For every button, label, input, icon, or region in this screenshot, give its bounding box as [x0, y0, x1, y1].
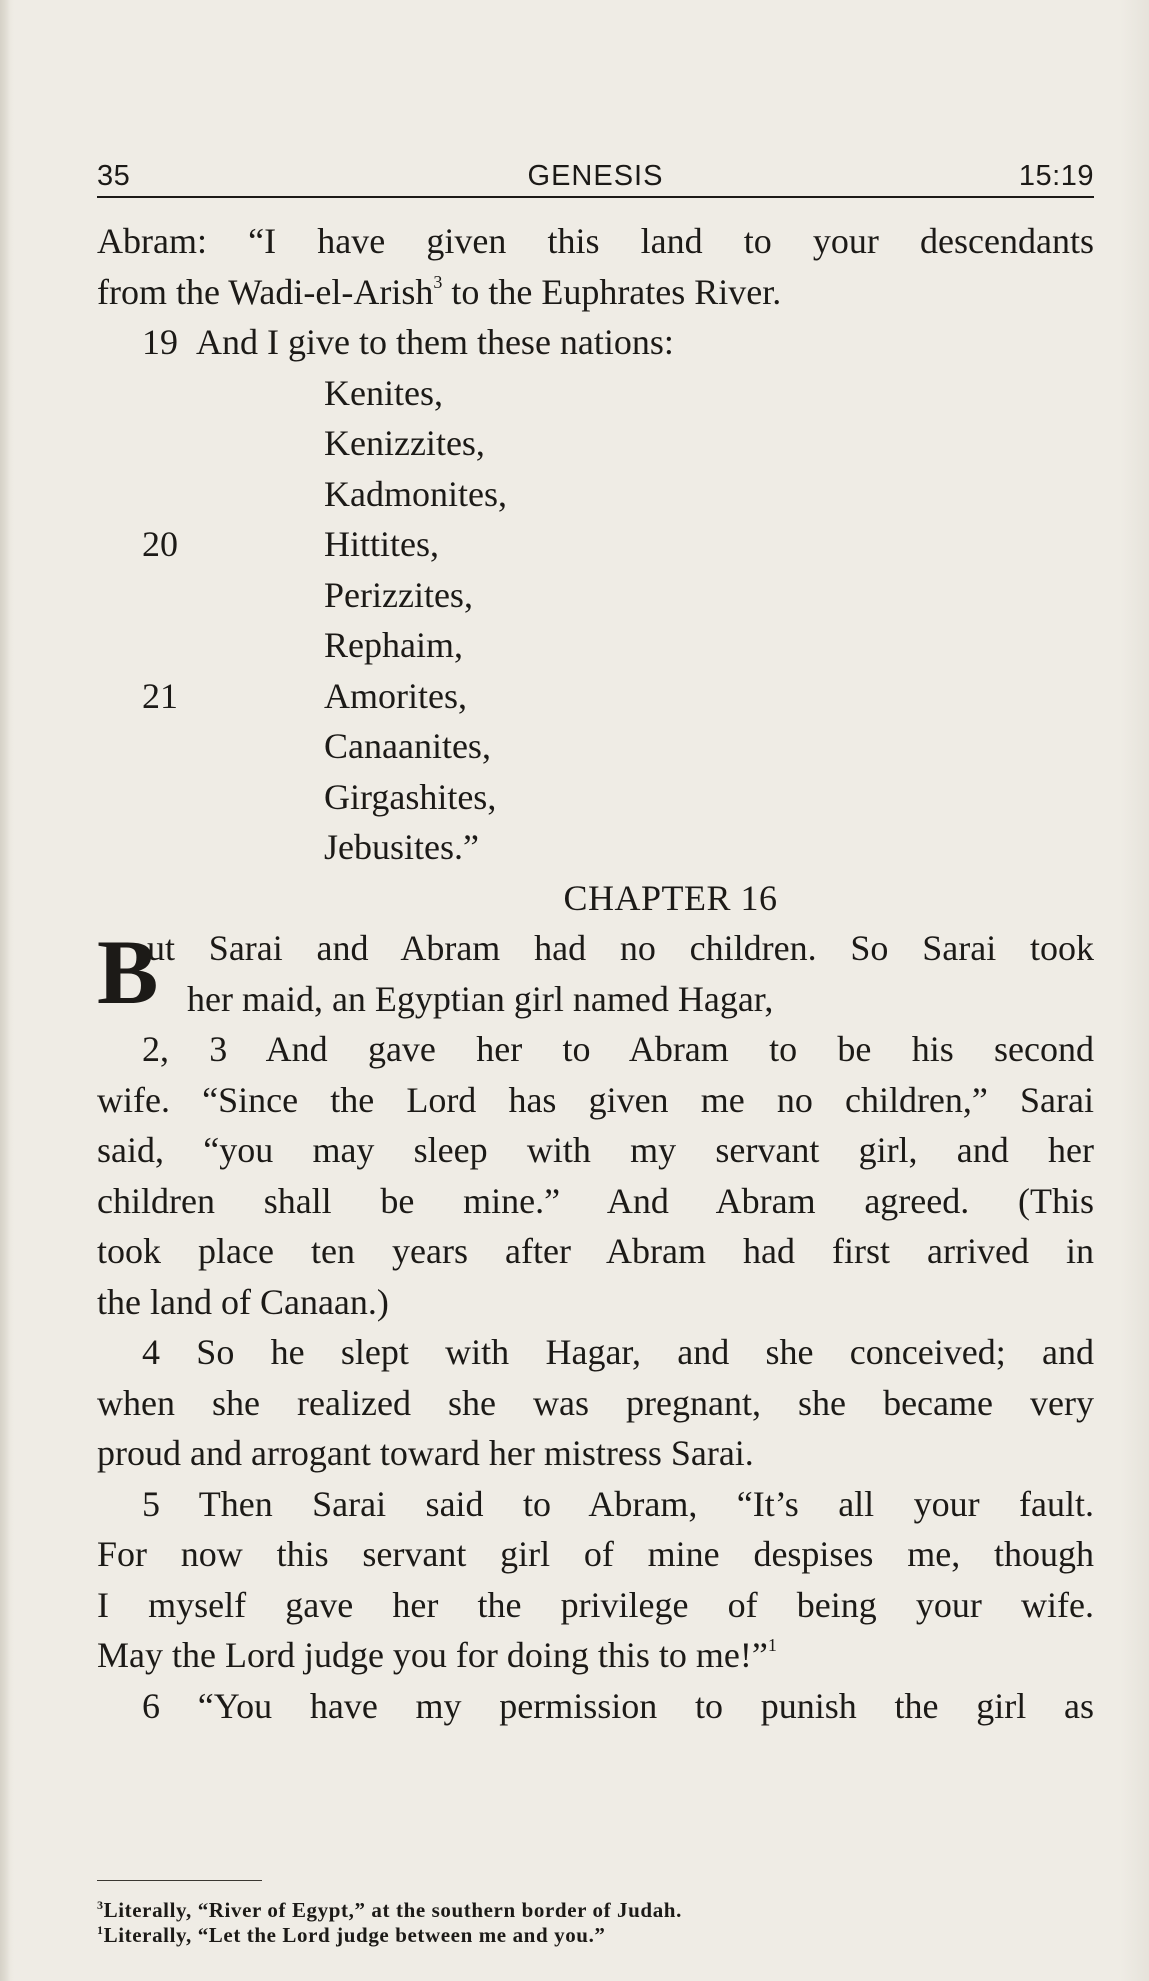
text-line: I myself gave her the privilege of being your wife.	[97, 1584, 1094, 1625]
text-line: proud and arrogant toward her mistress Sarai.	[97, 1433, 754, 1473]
scripture-text	[97, 216, 1094, 1731]
text-line: For now this servant girl of mine despises me, though	[97, 1534, 1094, 1574]
verse-number: 19	[142, 322, 178, 362]
chapter-verse-reference: 15:19	[1018, 160, 1094, 192]
list-item: 21 Amorites,	[97, 671, 1094, 722]
list-item: Kenites,	[324, 372, 443, 413]
verse-6: 6 “You have my permission to punish the girl as	[142, 1685, 1094, 1726]
list-item: Jebusites.”	[324, 827, 479, 867]
text-line: ut Sarai and Abram had no children. So Sarai took	[147, 928, 1094, 968]
list-item: Canaanites,	[324, 726, 491, 766]
verse-19: 19 And I give to them these nations:	[142, 322, 674, 362]
verse-4: 4 So he slept with Hagar, and she conceived; and	[142, 1332, 1094, 1372]
book-title: GENESIS	[527, 160, 664, 192]
list-item: Kadmonites,	[324, 473, 507, 514]
text-line: said, “you may sleep with my servant girl, and her	[97, 1130, 1094, 1170]
list-item: Perizzites,	[324, 574, 473, 615]
footnote-divider	[97, 1880, 262, 1881]
text-line: her maid, an Egyptian girl named Hagar,	[187, 978, 774, 1019]
footnote-reference: 1	[767, 1635, 777, 1655]
chapter-opening	[97, 923, 1094, 1024]
list-item: Kenizzites,	[324, 423, 485, 463]
text-line: May the Lord judge you for doing this to me!”$^1$	[97, 1635, 777, 1675]
footnote-mark: 3	[97, 1898, 104, 1912]
text-line: Abram: “I have given this land to your descendants	[97, 221, 1094, 261]
footnote-reference: 3	[433, 271, 443, 292]
page-number: 35	[97, 160, 131, 192]
drop-cap: B	[97, 921, 159, 1023]
footnote-item: $^1$Literally, “Let the Lord judge between me and you.”	[97, 1923, 606, 1947]
footnotes	[97, 1898, 1097, 1948]
verse-5: 5 Then Sarai said to Abram, “It’s all your fault.	[142, 1483, 1094, 1524]
list-item: 20 Hittites,	[97, 519, 1094, 570]
list-item: Rephaim,	[324, 625, 463, 665]
verse-number: 21	[142, 675, 178, 716]
verse-2-3: 2, 3 And gave her to Abram to be his second	[142, 1029, 1094, 1069]
text-line: took place ten years after Abram had first arrived in	[97, 1231, 1094, 1271]
text-line: when she realized she was pregnant, she became very	[97, 1382, 1094, 1423]
nations-list	[97, 368, 1094, 873]
list-item: Girgashites,	[324, 776, 497, 817]
footnote-item: $^3$Literally, “River of Egypt,” at the southern border of Judah.	[97, 1898, 682, 1922]
text-line: wife. “Since the Lord has given me no children,” Sarai	[97, 1079, 1094, 1120]
text-line: children shall be mine.” And Abram agreed. (This	[97, 1180, 1094, 1221]
page-gutter-shadow	[0, 0, 10, 1981]
chapter-heading: CHAPTER 16	[563, 877, 778, 918]
footnote-mark: 1	[97, 1923, 104, 1937]
text-line: the land of Canaan.)	[97, 1281, 389, 1322]
text-line: from the Wadi-el-Arish$^3$ to the Euphrates River.	[97, 271, 782, 312]
verse-number: 20	[142, 524, 178, 564]
running-header	[97, 160, 1094, 198]
